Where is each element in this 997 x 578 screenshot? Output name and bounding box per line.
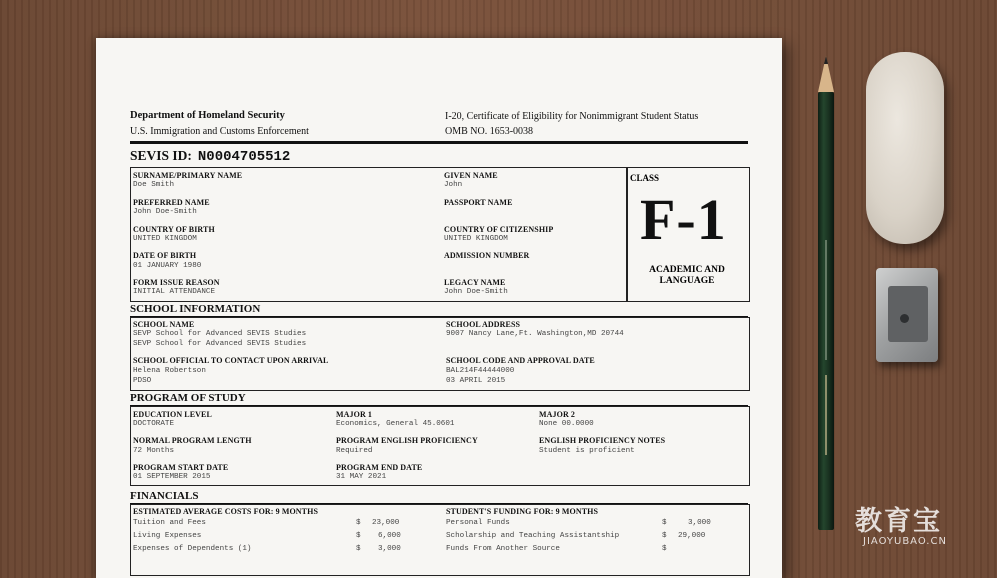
program-start-label: PROGRAM START DATE (133, 463, 229, 472)
program-end-label: PROGRAM END DATE (336, 463, 423, 472)
funding-amount: 29,000 (678, 532, 706, 540)
cost-name: Expenses of Dependents (1) (133, 545, 252, 553)
watermark-cn: 教育宝 (855, 506, 942, 537)
passport-name-label: PASSPORT NAME (444, 198, 513, 207)
citizenship-value: UNITED KINGDOM (444, 235, 508, 243)
preferred-name-value: John Doe-Smith (133, 208, 197, 216)
funding-currency: $ (662, 545, 667, 553)
legacy-name-label: LEGACY NAME (444, 278, 506, 287)
school-official-label: SCHOOL OFFICIAL TO CONTACT UPON ARRIVAL (133, 356, 329, 365)
sevis-label: SEVIS ID: (130, 148, 192, 163)
legacy-name-value: John Doe-Smith (444, 288, 508, 296)
pencil-lead (824, 56, 828, 64)
education-level-value: DOCTORATE (133, 420, 175, 428)
cost-amount: 6,000 (378, 532, 401, 540)
cost-currency: $ (356, 519, 361, 527)
program-start-value: 01 SEPTEMBER 2015 (133, 473, 211, 481)
class-label: CLASS (630, 173, 660, 183)
surname-label: SURNAME/PRIMARY NAME (133, 171, 243, 180)
funding-name: Funds From Another Source (446, 545, 560, 553)
admission-number-label: ADMISSION NUMBER (444, 251, 530, 260)
school-code-value: BAL214F44444000 (446, 367, 515, 375)
eraser (866, 52, 944, 244)
program-length-value: 72 Months (133, 447, 175, 455)
watermark (855, 508, 947, 547)
sevis-id (130, 148, 290, 165)
english-notes-label: ENGLISH PROFICIENCY NOTES (539, 436, 666, 445)
education-level-label: EDUCATION LEVEL (133, 410, 212, 419)
given-name-label: GIVEN NAME (444, 171, 498, 180)
cost-amount: 3,000 (378, 545, 401, 553)
sevis-number: N0004705512 (197, 149, 291, 165)
school-address-value: 9007 Nancy Lane,Ft. Washington,MD 20744 (446, 330, 624, 338)
school-name-label: SCHOOL NAME (133, 320, 195, 329)
funding-label: STUDENT'S FUNDING FOR: 9 MONTHS (446, 507, 599, 516)
major2-value: None 00.0000 (539, 420, 594, 428)
form-issue-reason-value: INITIAL ATTENDANCE (133, 288, 216, 296)
school-code-label: SCHOOL CODE AND APPROVAL DATE (446, 356, 595, 365)
agency-heading: U.S. Immigration and Customs Enforcement (130, 126, 309, 137)
cost-name: Tuition and Fees (133, 519, 206, 527)
sharpener-blade (888, 286, 928, 342)
program-end-value: 31 MAY 2021 (336, 473, 387, 481)
funding-currency: $ (662, 532, 667, 540)
program-info-box (130, 406, 750, 486)
school-section-title: SCHOOL INFORMATION (130, 303, 261, 315)
preferred-name-label: PREFERRED NAME (133, 198, 210, 207)
major1-label: MAJOR 1 (336, 410, 373, 419)
funding-currency: $ (662, 519, 667, 527)
form-title: I-20, Certificate of Eligibility for Nonimmigrant Student Status (445, 111, 699, 122)
funding-name: Scholarship and Teaching Assistantship (446, 532, 620, 540)
header-rule (130, 141, 748, 144)
school-official-value: Helena Robertson (133, 367, 206, 375)
school-address-label: SCHOOL ADDRESS (446, 320, 521, 329)
major2-label: MAJOR 2 (539, 410, 576, 419)
country-of-birth-label: COUNTRY OF BIRTH (133, 225, 215, 234)
cost-currency: $ (356, 532, 361, 540)
school-official-title: PDSO (133, 377, 152, 385)
financials-section-title: FINANCIALS (130, 490, 199, 502)
english-proficiency-label: PROGRAM ENGLISH PROFICIENCY (336, 436, 478, 445)
date-of-birth-label: DATE OF BIRTH (133, 251, 197, 260)
given-name-value: John (444, 181, 463, 189)
omb-number: OMB NO. 1653-0038 (445, 126, 534, 137)
major1-value: Economics, General 45.0601 (336, 420, 455, 428)
country-of-birth-value: UNITED KINGDOM (133, 235, 197, 243)
cost-amount: 23,000 (372, 519, 400, 527)
funding-name: Personal Funds (446, 519, 510, 527)
school-info-box (130, 317, 750, 391)
date-of-birth-value: 01 JANUARY 1980 (133, 262, 202, 270)
sharpener-screw (900, 314, 909, 323)
costs-label: ESTIMATED AVERAGE COSTS FOR: 9 MONTHS (133, 507, 318, 516)
surname-value: Doe Smith (133, 181, 175, 189)
program-length-label: NORMAL PROGRAM LENGTH (133, 436, 252, 445)
watermark-en: JIAOYUBAO.CN (863, 536, 947, 547)
form-issue-reason-label: FORM ISSUE REASON (133, 278, 220, 287)
class-value: F-1 (640, 187, 727, 252)
citizenship-label: COUNTRY OF CITIZENSHIP (444, 225, 554, 234)
program-section-title: PROGRAM OF STUDY (130, 392, 246, 404)
dept-heading: Department of Homeland Security (130, 110, 285, 121)
funding-amount: 3,000 (688, 519, 711, 527)
school-name-value: SEVP School for Advanced SEVIS Studies (133, 330, 307, 338)
class-description: ACADEMIC AND LANGUAGE (649, 265, 725, 286)
english-notes-value: Student is proficient (539, 447, 635, 455)
approval-date-value: 03 APRIL 2015 (446, 377, 506, 385)
cost-name: Living Expenses (133, 532, 202, 540)
cost-currency: $ (356, 545, 361, 553)
pencil-lettering (820, 240, 832, 490)
english-proficiency-value: Required (336, 447, 373, 455)
school-name-value-2: SEVP School for Advanced SEVIS Studies (133, 340, 307, 348)
